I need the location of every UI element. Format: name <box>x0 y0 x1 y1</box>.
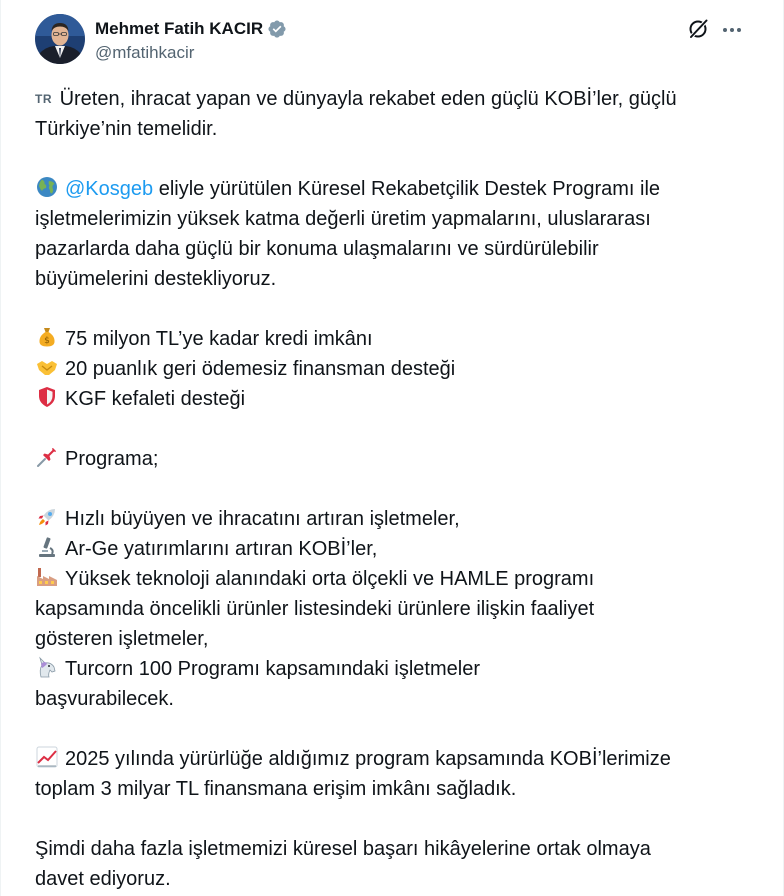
stats-line-1 <box>35 744 755 774</box>
paragraph-program-line-1 <box>35 174 755 204</box>
tweet-header <box>35 14 765 66</box>
program-heading <box>35 444 755 474</box>
program-text-2: işletmelerimizin yüksek katma değerli üretim yapmalarını, uluslararası <box>35 208 651 230</box>
chart-increasing-emoji-icon <box>35 745 59 769</box>
avatar[interactable] <box>35 14 85 64</box>
eligible-item <box>35 564 755 594</box>
eligible-text: Turcorn 100 Programı kapsamındaki işletmeler <box>65 658 480 680</box>
author-info <box>95 17 287 63</box>
benefit-item <box>35 384 755 414</box>
benefit-text: 75 milyon TL’ye kadar kredi imkânı <box>65 328 373 350</box>
paragraph-intro-line-1 <box>35 84 755 114</box>
more-options-icon[interactable] <box>721 20 743 40</box>
grok-icon[interactable] <box>687 18 709 40</box>
eligible-text-cont: kapsamında öncelikli ürünler listesindeki ürünlere ilişkin faaliyet <box>35 598 595 620</box>
display-name-row <box>95 17 287 41</box>
rocket-emoji-icon <box>35 505 59 529</box>
mention-kosgeb-link[interactable]: @Kosgeb <box>65 178 154 200</box>
closing-text-2: davet ediyoruz. <box>35 868 171 890</box>
user-handle[interactable]: @mfatihkacir <box>95 43 195 62</box>
benefit-text: KGF kefaleti desteği <box>65 388 246 410</box>
display-name[interactable]: Mehmet Fatih KACIR <box>95 19 264 38</box>
eligible-item <box>35 654 755 684</box>
intro-text-2: Türkiye’nin temelidir. <box>35 118 218 140</box>
program-text-3: pazarlarda daha güçlü bir konuma ulaşmalarını ve sürdürülebilir <box>35 238 599 260</box>
shield-emoji-icon <box>35 385 59 409</box>
stats-text-2: toplam 3 milyar TL finansmana erişim imkânı sağladık. <box>35 778 517 800</box>
handshake-emoji-icon <box>35 355 59 379</box>
eligible-text: Yüksek teknoloji alanındaki orta ölçekli ve HAMLE programı <box>65 568 595 590</box>
unicorn-emoji-icon <box>35 655 59 679</box>
intro-text-1: Üreten, ihracat yapan ve dünyayla rekabet eden güçlü KOBİ’ler, güçlü <box>59 88 677 110</box>
benefit-text: 20 puanlık geri ödemesiz finansman desteği <box>65 358 456 380</box>
benefit-item <box>35 324 755 354</box>
factory-emoji-icon <box>35 565 59 589</box>
language-tag: TR <box>35 92 52 106</box>
closing-text-1: Şimdi daha fazla işletmemizi küresel başarı hikâyelerine ortak olmaya <box>35 838 651 860</box>
program-text-1: eliyle yürütülen Küresel Rekabetçilik Destek Programı ile <box>153 178 661 200</box>
pushpin-emoji-icon <box>35 445 59 469</box>
benefit-item <box>35 354 755 384</box>
program-heading-text: Programa; <box>65 448 159 470</box>
money-bag-emoji-icon <box>35 325 59 349</box>
microscope-emoji-icon <box>35 535 59 559</box>
eligible-text: Ar-Ge yatırımlarını artıran KOBİ’ler, <box>65 538 378 560</box>
eligible-closing: başvurabilecek. <box>35 688 174 710</box>
program-text-4: büyümelerini destekliyoruz. <box>35 268 277 290</box>
svg-text:$: $ <box>44 336 50 346</box>
eligible-text: Hızlı büyüyen ve ihracatını artıran işletmeler, <box>65 508 460 530</box>
verified-badge-icon[interactable] <box>267 19 287 39</box>
eligible-text-cont: gösteren işletmeler, <box>35 628 209 650</box>
globe-emoji-icon <box>35 175 59 199</box>
eligible-item <box>35 504 755 534</box>
stats-text-1: 2025 yılında yürürlüğe aldığımız program kapsamında KOBİ’lerimize <box>65 748 671 770</box>
tweet-text <box>35 84 755 894</box>
eligible-item <box>35 534 755 564</box>
